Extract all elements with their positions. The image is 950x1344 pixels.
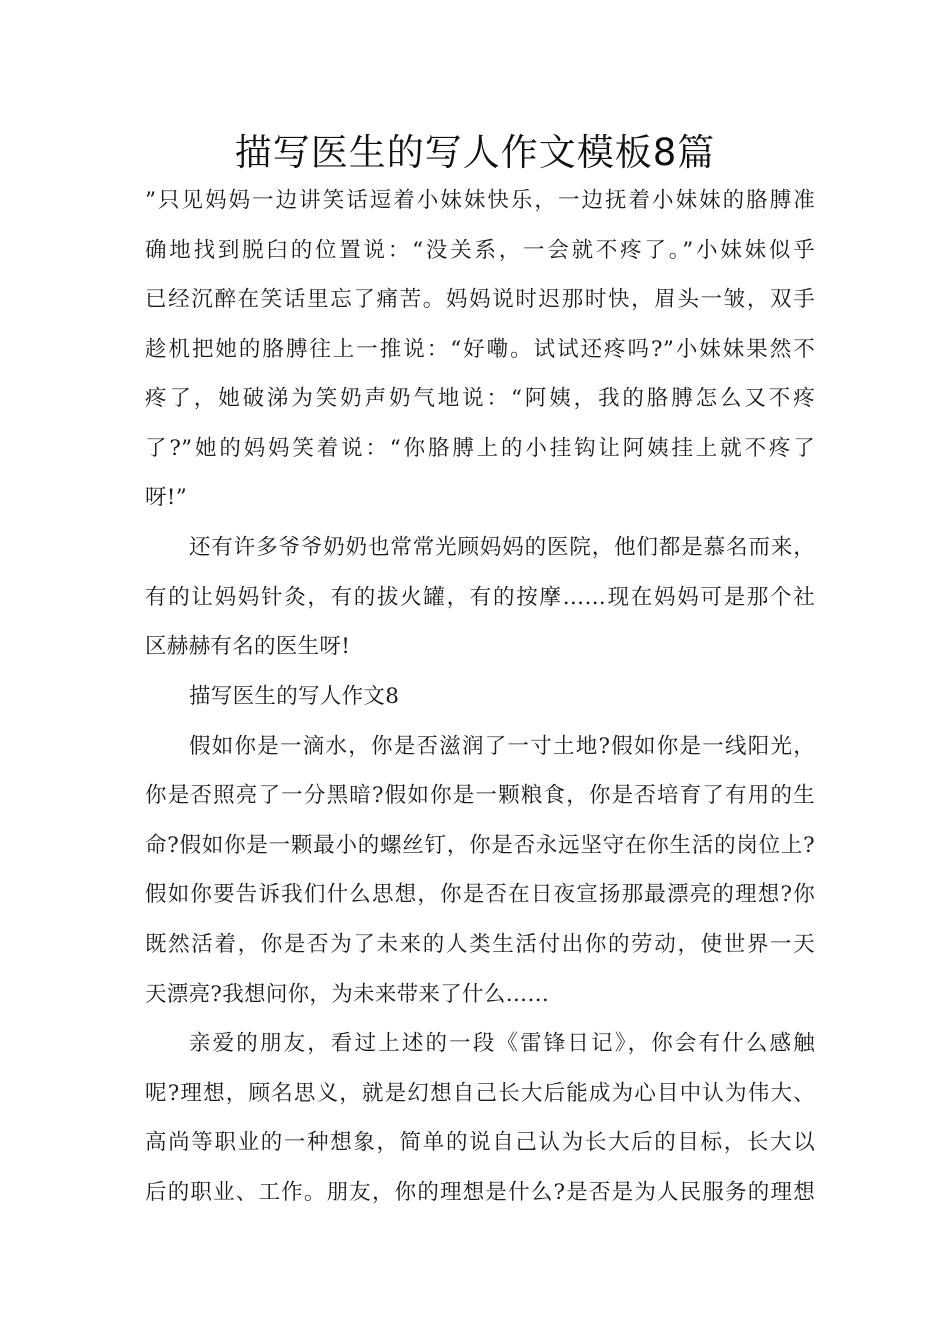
text-line: 了?”她的妈妈笑着说：“你胳膊上的小挂钩让阿姨挂上就不疼了	[145, 436, 815, 461]
text-line: 高尚等职业的一种想象，简单的说自己认为长大后的目标，长大以	[145, 1130, 815, 1155]
text-line: 假如你要告诉我们什么思想，你是否在日夜宣扬那最漂亮的理想?你	[145, 882, 815, 907]
text-line: 亲爱的朋友，看过上述的一段《雷锋日记》，你会有什么感触	[189, 1031, 815, 1056]
text-line: 呀!”	[145, 485, 188, 510]
text-line: 命?假如你是一颗最小的螺丝钉，你是否永远坚守在你生活的岗位上?	[145, 833, 815, 858]
text-line: 后的职业、工作。朋友，你的理想是什么?是否是为人民服务的理想	[145, 1180, 815, 1205]
text-line: 天漂亮?我想问你，为未来带来了什么……	[145, 982, 550, 1007]
text-line: 还有许多爷爷奶奶也常常光顾妈妈的医院，他们都是慕名而来，	[189, 535, 815, 560]
text-line: 疼了，她破涕为笑奶声奶气地说：“阿姨，我的胳膊怎么又不疼	[145, 386, 815, 411]
text-line: 确地找到脱臼的位置说：“没关系，一会就不疼了。”小妹妹似乎	[145, 238, 815, 263]
document-title: 描写医生的写人作文模板8篇	[234, 131, 716, 174]
section-heading: 描写医生的写人作文8	[189, 684, 400, 709]
text-line: 趁机把她的胳膊往上一推说：“好嘞。试试还疼吗?”小妹妹果然不	[145, 337, 815, 362]
text-line: 区赫赫有名的医生呀!	[145, 634, 351, 659]
text-line: 你是否照亮了一分黑暗?假如你是一颗粮食，你是否培育了有用的生	[145, 783, 815, 808]
text-line: 已经沉醉在笑话里忘了痛苦。妈妈说时迟那时快，眉头一皱，双手	[145, 287, 815, 312]
text-line: 假如你是一滴水，你是否滋润了一寸土地?假如你是一线阳光，	[189, 734, 815, 759]
text-line: 既然活着，你是否为了未来的人类生活付出你的劳动，使世界一天	[145, 932, 815, 957]
text-line: ”只见妈妈一边讲笑话逗着小妹妹快乐，一边抚着小妹妹的胳膊准	[145, 188, 815, 213]
text-line: 有的让妈妈针灸，有的拔火罐，有的按摩……现在妈妈可是那个社	[145, 585, 815, 610]
text-line: 呢?理想，顾名思义，就是幻想自己长大后能成为心目中认为伟大、	[145, 1081, 815, 1106]
